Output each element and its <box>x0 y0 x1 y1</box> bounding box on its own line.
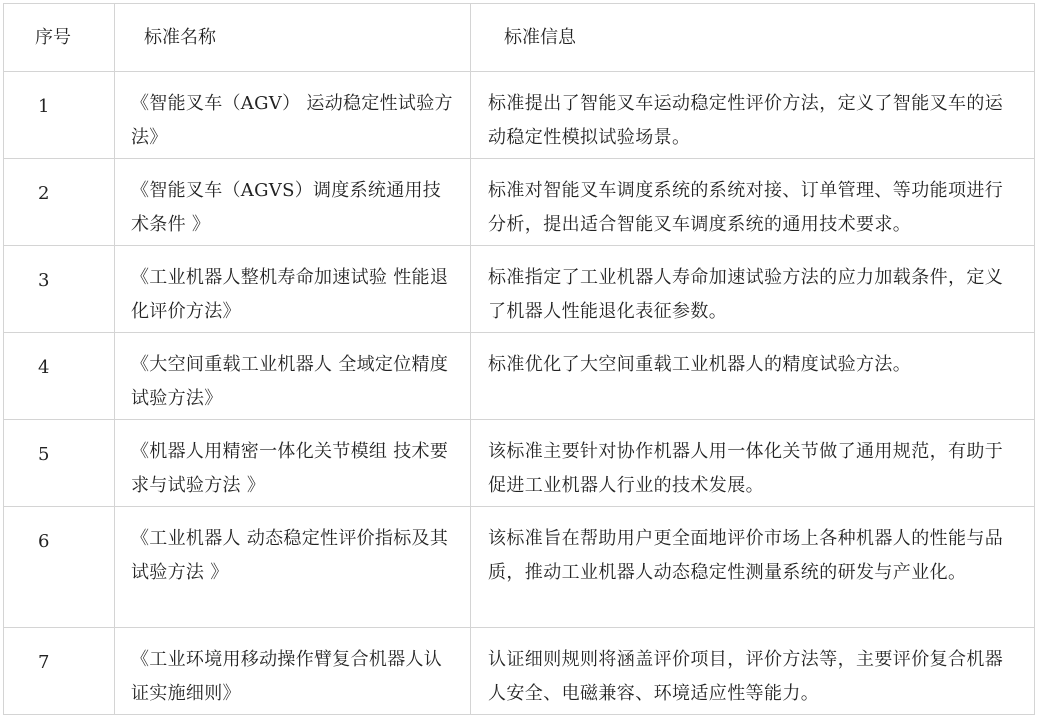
row-index: 1 <box>4 72 115 159</box>
header-standard-info: 标准信息 <box>471 4 1035 72</box>
row-index: 3 <box>4 246 115 333</box>
row-standard-name: 《智能叉车（AGVS）调度系统通用技术条件 》 <box>115 159 471 246</box>
table-header-row <box>4 4 1035 72</box>
row-standard-info: 标准对智能叉车调度系统的系统对接、订单管理、等功能项进行分析，提出适合智能叉车调度系统的通用技术要求。 <box>471 159 1035 246</box>
row-standard-info: 标准提出了智能叉车运动稳定性评价方法，定义了智能叉车的运动稳定性模拟试验场景。 <box>471 72 1035 159</box>
row-index: 6 <box>4 507 115 628</box>
row-standard-name: 《工业机器人 动态稳定性评价指标及其试验方法 》 <box>115 507 471 628</box>
row-standard-name: 《工业机器人整机寿命加速试验 性能退化评价方法》 <box>115 246 471 333</box>
row-standard-name: 《工业环境用移动操作臂复合机器人认证实施细则》 <box>115 628 471 715</box>
table-row <box>4 507 1035 628</box>
row-standard-info: 认证细则规则将涵盖评价项目，评价方法等，主要评价复合机器人安全、电磁兼容、环境适应性等能力。 <box>471 628 1035 715</box>
table-row <box>4 72 1035 159</box>
table-row <box>4 420 1035 507</box>
row-standard-info: 标准优化了大空间重载工业机器人的精度试验方法。 <box>471 333 1035 420</box>
table-row <box>4 628 1035 715</box>
header-standard-name: 标准名称 <box>115 4 471 72</box>
row-index: 2 <box>4 159 115 246</box>
table-row <box>4 246 1035 333</box>
row-index: 4 <box>4 333 115 420</box>
row-standard-name: 《机器人用精密一体化关节模组 技术要求与试验方法 》 <box>115 420 471 507</box>
row-index: 7 <box>4 628 115 715</box>
table-row <box>4 159 1035 246</box>
row-standard-name: 《大空间重载工业机器人 全域定位精度试验方法》 <box>115 333 471 420</box>
row-index: 5 <box>4 420 115 507</box>
standards-table <box>3 3 1035 715</box>
row-standard-info: 标准指定了工业机器人寿命加速试验方法的应力加载条件，定义了机器人性能退化表征参数。 <box>471 246 1035 333</box>
row-standard-info: 该标准旨在帮助用户更全面地评价市场上各种机器人的性能与品质，推动工业机器人动态稳定性测量系统的研发与产业化。 <box>471 507 1035 628</box>
row-standard-name: 《智能叉车（AGV） 运动稳定性试验方法》 <box>115 72 471 159</box>
table-row <box>4 333 1035 420</box>
header-index: 序号 <box>4 4 115 72</box>
row-standard-info: 该标准主要针对协作机器人用一体化关节做了通用规范，有助于促进工业机器人行业的技术发展。 <box>471 420 1035 507</box>
